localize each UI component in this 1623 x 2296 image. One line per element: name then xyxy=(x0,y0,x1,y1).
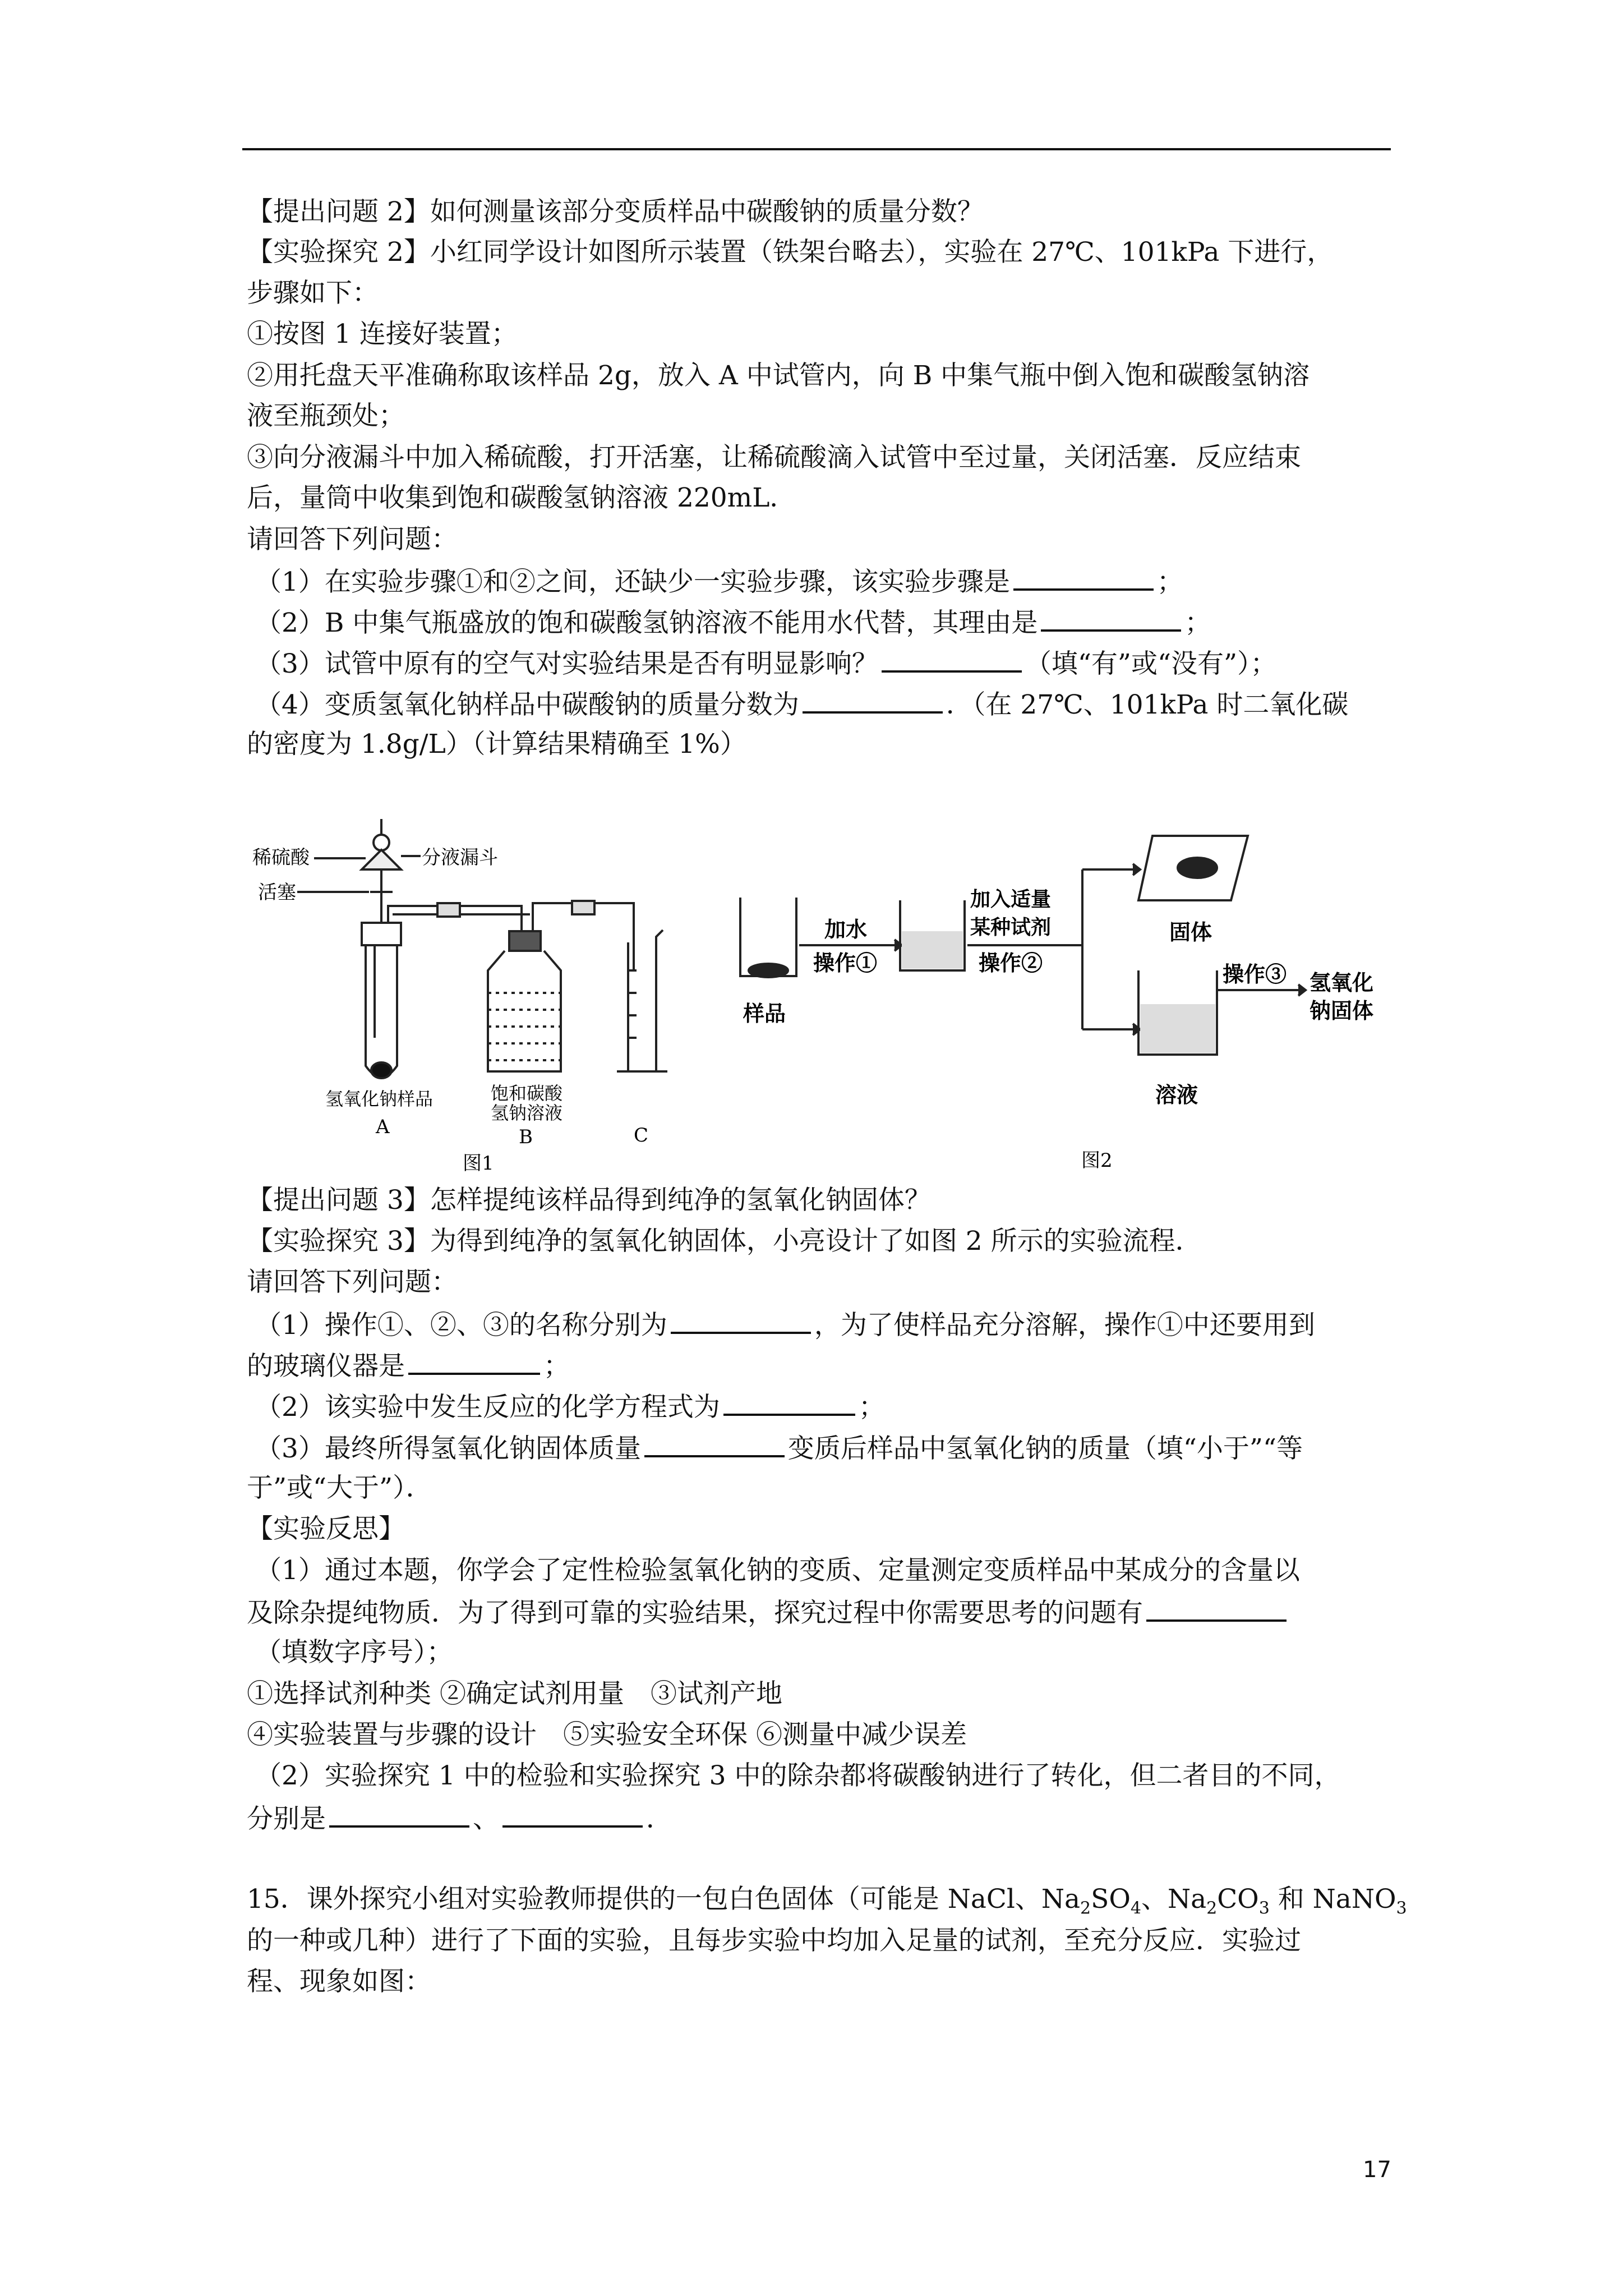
question-15-cont: 程、现象如图： xyxy=(247,1966,431,1997)
question-text: ； xyxy=(858,1392,885,1423)
answer-blank[interactable] xyxy=(1041,605,1181,632)
answer-blank[interactable] xyxy=(408,1348,540,1375)
question-text: 变质后样品中氢氧化钠的质量（填“小于”“等 xyxy=(787,1433,1303,1464)
reflection-2: （2）实验探究 1 中的检验和实验探究 3 中的除杂都将碳酸钠进行了转化，但二者目的不同， xyxy=(255,1760,1341,1791)
text: 、Na xyxy=(1141,1884,1207,1915)
prompt: 请回答下列问题： xyxy=(247,1267,458,1297)
answer-blank[interactable] xyxy=(1146,1595,1287,1622)
label-b-line1: 饱和碳酸 xyxy=(491,1083,563,1104)
question-4 xyxy=(255,687,1348,722)
header-rule xyxy=(242,148,1391,150)
subscript: 3 xyxy=(1258,1898,1270,1918)
subscript: 2 xyxy=(1206,1898,1218,1918)
label-op2: 操作② xyxy=(979,950,1043,976)
question-3-1-cont xyxy=(247,1348,570,1383)
reflection-1-cont xyxy=(247,1595,1290,1630)
step-2-cont: 液至瓶颈处； xyxy=(247,401,405,431)
page-number: 17 xyxy=(1363,2157,1391,2183)
question-4-cont: 的密度为 1.8g/L）（计算结果精确至 1%） xyxy=(247,729,746,760)
label-sample: 样品 xyxy=(743,1001,786,1026)
question-text: ； xyxy=(1156,567,1183,597)
option-list-1: ①选择试剂种类 ②确定试剂用量 ③试剂产地 xyxy=(247,1678,782,1709)
question-3-1 xyxy=(255,1307,1315,1342)
question-text: （3）试管中原有的空气对实验结果是否有明显影响？ xyxy=(255,648,878,679)
answer-blank[interactable] xyxy=(644,1430,785,1457)
label-funnel: 分液漏斗 xyxy=(422,846,498,869)
question-text: ．（在 27℃、101kPa 时二氧化碳 xyxy=(946,689,1349,720)
answer-blank[interactable] xyxy=(723,1389,855,1416)
label-acid: 稀硫酸 xyxy=(252,846,310,869)
label-reagent-line1: 加入适量 xyxy=(970,887,1052,911)
reflection-heading: 【实验反思】 xyxy=(247,1513,405,1544)
question-15 xyxy=(247,1883,1407,1925)
step-3: ③向分液漏斗中加入稀硫酸，打开活塞，让稀硫酸滴入试管中至过量，关闭活塞．反应结束 xyxy=(247,442,1301,473)
step-2: ②用托盘天平准确称取该样品 2g，放入 A 中试管内，向 B 中集气瓶中倒入饱和碳酸氢钠溶 xyxy=(247,360,1310,391)
question-text: （4）变质氢氧化钠样品中碳酸钠的质量分数为 xyxy=(255,689,799,720)
question-text: 的玻璃仪器是 xyxy=(247,1351,405,1382)
step-3-cont: 后，量筒中收集到饱和碳酸氢钠溶液 220mL． xyxy=(247,482,796,513)
text: 15．课外探究小组对实验教师提供的一包白色固体（可能是 NaCl、Na xyxy=(247,1884,1081,1915)
figure-2-flow xyxy=(723,802,1413,1172)
question-text: （2）B 中集气瓶盛放的饱和碳酸氢钠溶液不能用水代替，其理由是 xyxy=(255,608,1038,638)
answer-blank[interactable] xyxy=(803,687,943,714)
question-1 xyxy=(255,564,1183,599)
text: CO xyxy=(1217,1884,1259,1915)
prompt: 请回答下列问题： xyxy=(247,524,458,555)
experiment-2-intro: 【实验探究 2】小红同学设计如图所示装置（铁架台略去），实验在 27℃、101kPa 下进行， xyxy=(247,237,1334,268)
label-naoh-line2: 钠固体 xyxy=(1310,998,1374,1023)
label-naoh-line1: 氢氧化 xyxy=(1310,970,1374,995)
question-text: （1）在实验步骤①和②之间，还缺少一实验步骤，该实验步骤是 xyxy=(255,567,1010,597)
label-solid: 固体 xyxy=(1169,919,1212,945)
subscript: 3 xyxy=(1396,1898,1407,1918)
question-text: （填“有”或“没有”）； xyxy=(1025,648,1277,679)
label-water: 加水 xyxy=(824,917,868,942)
question-text: （3）最终所得氢氧化钠固体质量 xyxy=(255,1433,641,1464)
label-sample: 氢氧化钠样品 xyxy=(325,1088,434,1110)
answer-blank[interactable] xyxy=(671,1307,811,1334)
figure-1-apparatus xyxy=(241,802,690,1172)
label-op3: 操作③ xyxy=(1223,961,1287,987)
label-reagent-line2: 某种试剂 xyxy=(970,915,1052,939)
question-2 xyxy=(255,605,1211,640)
reflection-2-cont xyxy=(247,1801,672,1836)
question-3-3 xyxy=(255,1430,1303,1466)
label-solution: 溶液 xyxy=(1155,1082,1198,1107)
question-text: （1）操作①、②、③的名称分别为 xyxy=(255,1310,667,1341)
label-b: B xyxy=(519,1126,533,1148)
question-heading-2: 【提出问题 2】如何测量该部分变质样品中碳酸钠的质量分数？ xyxy=(247,196,984,227)
text-line: 步骤如下： xyxy=(247,278,379,309)
question-text: ，为了使样品充分溶解，操作①中还要用到 xyxy=(814,1310,1315,1341)
experiment-3-intro: 【实验探究 3】为得到纯净的氢氧化钠固体，小亮设计了如图 2 所示的实验流程． xyxy=(247,1226,1202,1257)
text: 和 NaNO xyxy=(1269,1884,1396,1915)
question-text: ． xyxy=(646,1803,672,1834)
question-3 xyxy=(255,646,1277,681)
label-c: C xyxy=(634,1124,649,1147)
subscript: 4 xyxy=(1130,1898,1141,1918)
question-text: （2）该实验中发生反应的化学方程式为 xyxy=(255,1392,720,1423)
answer-blank[interactable] xyxy=(1013,564,1154,591)
question-text: 分别是 xyxy=(247,1803,326,1834)
question-heading-3: 【提出问题 3】怎样提纯该样品得到纯净的氢氧化钠固体？ xyxy=(247,1185,931,1216)
label-b-line2: 氢钠溶液 xyxy=(491,1102,563,1124)
question-3-2 xyxy=(255,1389,885,1424)
question-text: 、 xyxy=(473,1803,499,1834)
step-1: ①按图 1 连接好装置； xyxy=(247,319,518,349)
question-text: ； xyxy=(1184,608,1211,638)
answer-blank[interactable] xyxy=(502,1801,643,1828)
subscript: 2 xyxy=(1080,1898,1091,1918)
figure-1-caption: 图1 xyxy=(463,1152,494,1172)
label-a: A xyxy=(376,1116,390,1138)
question-3-3-cont: 于”或“大于”）． xyxy=(247,1473,432,1503)
label-stopcock: 活塞 xyxy=(258,881,296,904)
figure-2-caption: 图2 xyxy=(1081,1149,1113,1172)
question-15-cont: 的一种或几种）进行了下面的实验，且每步实验中均加入足量的试剂，至充分反应．实验过 xyxy=(247,1925,1301,1956)
answer-blank[interactable] xyxy=(882,646,1022,673)
question-text: 及除杂提纯物质．为了得到可靠的实验结果，探究过程中你需要思考的问题有 xyxy=(247,1598,1143,1628)
question-text: ； xyxy=(543,1351,570,1382)
label-op1: 操作① xyxy=(813,950,878,976)
option-list-2: ④实验装置与步骤的设计 ⑤实验安全环保 ⑥测量中减少误差 xyxy=(247,1719,967,1750)
answer-blank[interactable] xyxy=(329,1801,469,1828)
reflection-1: （1）通过本题，你学会了定性检验氢氧化钠的变质、定量测定变质样品中某成分的含量以 xyxy=(255,1555,1300,1586)
text: SO xyxy=(1091,1884,1131,1915)
reflection-1-hint: （填数字序号）； xyxy=(255,1637,453,1668)
